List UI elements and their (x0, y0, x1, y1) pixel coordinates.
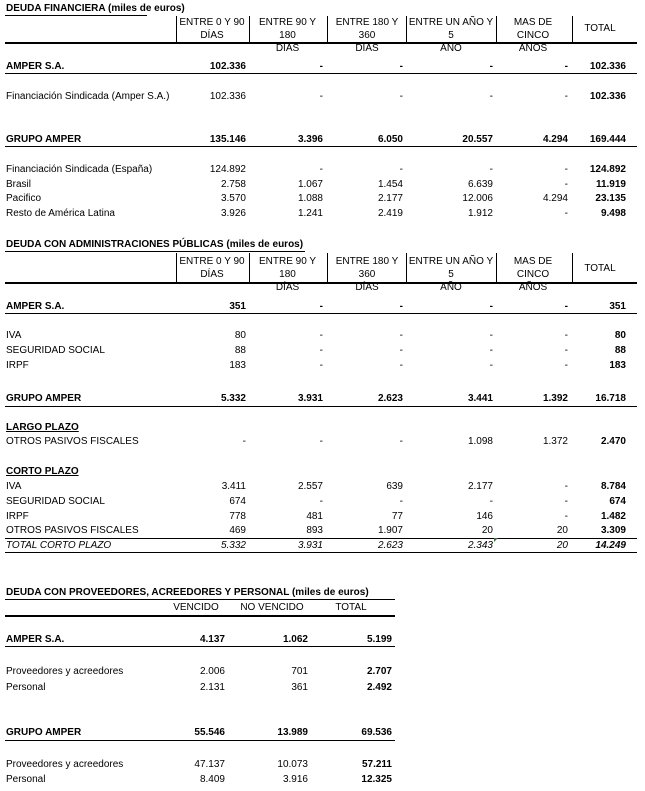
col-header-180-360: ENTRE 180 Y 360 DÍAS (335, 256, 399, 293)
row-label: IRPF (6, 360, 29, 371)
row-label: AMPER S.A. (6, 61, 65, 72)
section-title-publicas: DEUDA CON ADMINISTRACIONES PÚBLICAS (miles de euros) (6, 239, 304, 250)
col-header-0-90: ENTRE 0 Y 90 DÍAS (179, 256, 245, 280)
col-header-total: TOTAL (335, 602, 367, 613)
row-label: AMPER S.A. (6, 301, 65, 312)
col-header-total: TOTAL (584, 263, 616, 274)
row-label: Financiación Sindicada (Amper S.A.) (6, 91, 170, 102)
row-label: AMPER S.A. (6, 634, 65, 645)
row-label: SEGURIDAD SOCIAL (6, 345, 105, 356)
row-label: OTROS PASIVOS FISCALES (6, 436, 139, 447)
col-header-1-5: ENTRE UN AÑO Y 5 AÑO (408, 256, 494, 293)
row-label: Proveedores y acreedores (6, 666, 124, 677)
row-label: Financiación Sindicada (España) (6, 164, 153, 175)
col-header-mas-5: MAS DE CINCO AÑOS (513, 17, 553, 54)
row-label: Pacifico (6, 193, 42, 204)
header-rule (5, 42, 637, 44)
cell-comment-marker-icon (494, 538, 498, 542)
row-label: Personal (6, 774, 46, 785)
col-header-total: TOTAL (584, 23, 616, 34)
spreadsheet-sheet: DEUDA FINANCIERA (miles de euros) ENTRE 0 Y 90 DÍAS ENTRE 90 Y 180 DÍAS ENTRE 180 Y 360 DÍAS ENTRE UN AÑO Y 5 AÑO MAS DE CINCO AÑOS TOTAL AMPER S.A. 102.336 - - - - 102.336 Financiación Sindicada (Amper S.A.) 102.336 - - - - 102.336 GRUPO AMPER 135.146 3.396 6.050 20.557 4.294 169.444 Financiación Sindicada (España) 124.892 - - - - 124.892 Brasil 2.758 1.067 1.454 6.639 - 11.919 Pacifico 3.570 1.088 2.177 12.006 4.294 23.135 Resto de América Latina 3.926 1.241 2.419 1.912 - 9.498 DEUDA CON ADMINISTRACIONES PÚBLICAS (miles de euros) ENTRE 0 Y 90 DÍAS ENTRE 90 Y 180 DÍAS ENTRE 180 Y 360 DÍAS ENTRE UN AÑO Y 5 AÑO MAS DE CINCO AÑOS TOTAL AMPER S.A. 351 - - - - 351 IVA 80 - - - - 80 SEGURIDAD SOCIAL 88 - - - - 88 IRPF 183 - - - - 183 GRUPO AMPER 5.332 3.931 2.623 3.441 1.392 16.718 LARGO PLAZO OTROS PASIVOS FISCALES - - - 1.098 1.372 2.470 CORTO PLAZO IVA 3.411 2.557 639 2.177 - 8.784 SEGURIDAD SOCIAL 674 - - - - 674 IRPF 778 481 77 146 - 1.482 OTROS PASIVOS FISCALES 469 893 1.907 20 20 3.309 TOTAL CORTO PLAZO 5.332 3.931 2.623 2.343 20 14.249 DEUDA CON PROVEEDORES, ACREEDORES Y PERSONAL (miles de euros) VENCIDO NO VENCIDO TOTAL AMPER S.A. 4.137 1.062 5.199 Proveedores y acreedores 2.006 701 2.707 Personal 2.131 361 2.492 GRUPO AMPER 55.546 13.989 69.536 Proveedores y acreedores 47.137 10.073 57.211 Personal 8.409 3.916 12.325 (0, 0, 645, 791)
row-label: GRUPO AMPER (6, 393, 82, 404)
col-header-180-360: ENTRE 180 Y 360 DÍAS (335, 17, 399, 54)
row-label: GRUPO AMPER (6, 727, 82, 738)
col-header-no-vencido: NO VENCIDO (240, 602, 304, 613)
col-header-90-180: ENTRE 90 Y 180 DÍAS (258, 256, 317, 293)
col-header-mas-5: MAS DE CINCO AÑOS (513, 256, 553, 293)
subsection-corto-plazo: CORTO PLAZO (6, 466, 79, 477)
row-label: IVA (6, 330, 22, 341)
title-underline (5, 15, 147, 16)
row-label: IRPF (6, 511, 29, 522)
col-header-90-180: ENTRE 90 Y 180 DÍAS (258, 17, 317, 54)
row-label: TOTAL CORTO PLAZO (6, 540, 112, 551)
section-title-financiera: DEUDA FINANCIERA (miles de euros) (6, 3, 185, 14)
subsection-largo-plazo: LARGO PLAZO (6, 422, 79, 433)
col-header-0-90: ENTRE 0 Y 90 DÍAS (179, 17, 245, 41)
row-label: Resto de América Latina (6, 208, 115, 219)
row-label: OTROS PASIVOS FISCALES (6, 525, 139, 536)
section-title-proveedores: DEUDA CON PROVEEDORES, ACREEDORES Y PERSONAL (miles de euros) (6, 587, 369, 598)
row-label: Brasil (6, 179, 32, 190)
row-label: Proveedores y acreedores (6, 759, 124, 770)
col-header-1-5: ENTRE UN AÑO Y 5 AÑO (408, 17, 494, 54)
col-header-vencido: VENCIDO (173, 602, 219, 613)
row-label: GRUPO AMPER (6, 134, 82, 145)
row-label: Personal (6, 682, 46, 693)
row-label: IVA (6, 481, 22, 492)
row-label: SEGURIDAD SOCIAL (6, 496, 105, 507)
